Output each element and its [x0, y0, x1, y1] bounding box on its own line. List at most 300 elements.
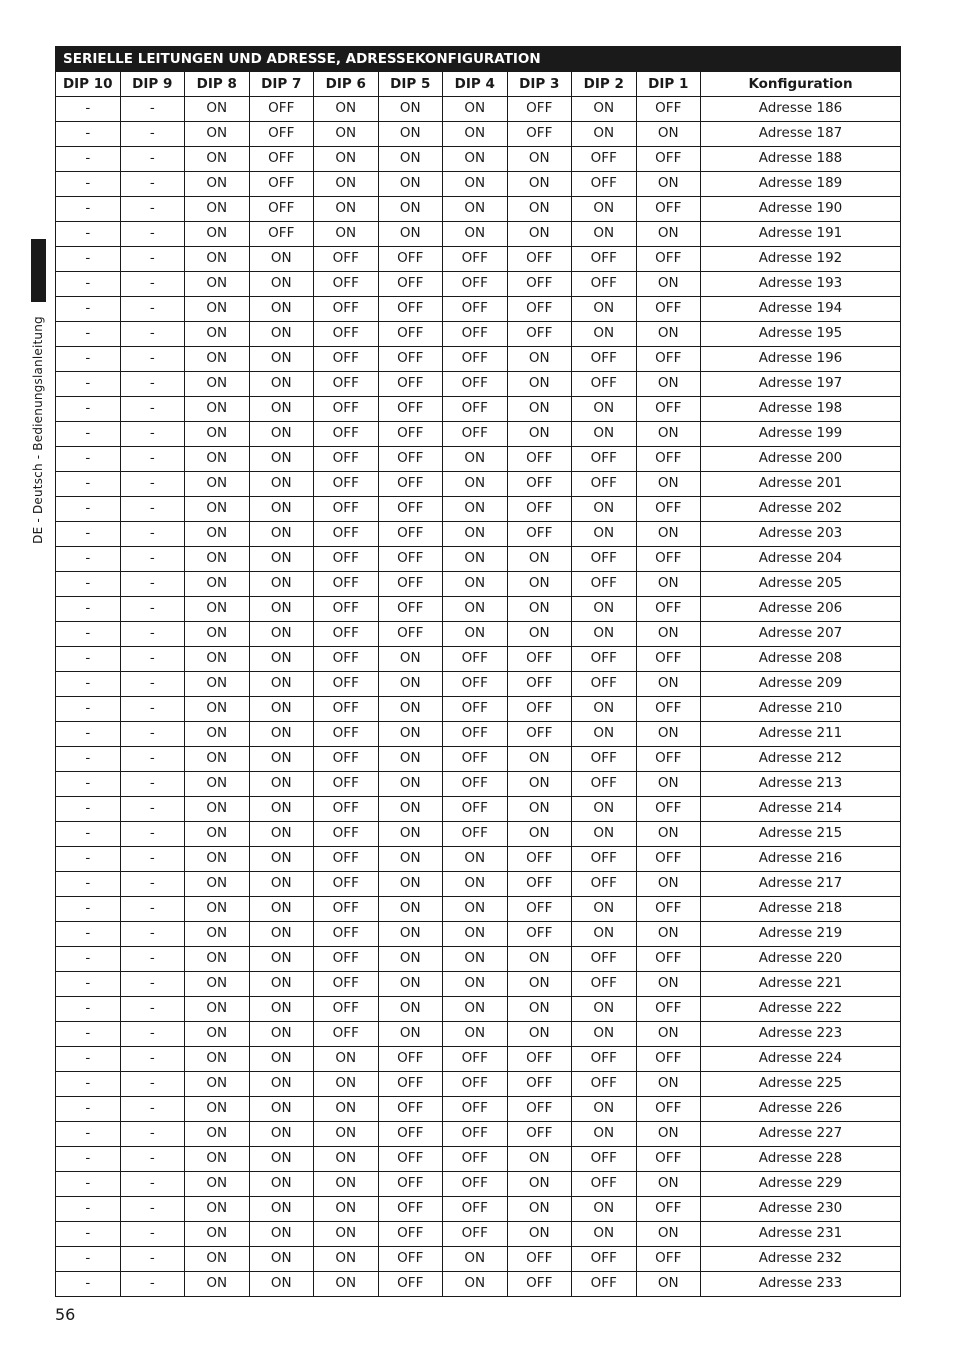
configuration-cell: Adresse 212: [701, 747, 901, 772]
dip-switch-cell: ON: [185, 822, 250, 847]
table-row: [56, 1272, 901, 1297]
dip-switch-cell: ON: [636, 222, 701, 247]
dip-switch-cell: ON: [249, 472, 314, 497]
dip-switch-cell: ON: [636, 1022, 701, 1047]
configuration-cell: Adresse 230: [701, 1197, 901, 1222]
dip-switch-cell: ON: [572, 522, 637, 547]
dip-switch-cell: ON: [249, 647, 314, 672]
dip-switch-cell: -: [120, 172, 185, 197]
dip-switch-cell: ON: [185, 1097, 250, 1122]
dip-switch-cell: -: [120, 597, 185, 622]
dip-switch-cell: ON: [249, 297, 314, 322]
dip-switch-cell: ON: [314, 122, 379, 147]
dip-switch-cell: OFF: [507, 697, 572, 722]
dip-switch-cell: ON: [249, 922, 314, 947]
side-language-label: DE - Deutsch - Bedienungslanleitung: [31, 316, 45, 544]
dip-switch-cell: ON: [314, 1097, 379, 1122]
dip-switch-cell: OFF: [378, 347, 443, 372]
dip-switch-cell: ON: [636, 322, 701, 347]
dip-switch-cell: OFF: [378, 1272, 443, 1297]
dip-switch-cell: ON: [249, 1247, 314, 1272]
dip-switch-cell: -: [56, 672, 121, 697]
dip-switch-cell: ON: [572, 997, 637, 1022]
dip-switch-cell: ON: [443, 222, 508, 247]
dip-switch-cell: OFF: [314, 422, 379, 447]
table-row: [56, 522, 901, 547]
dip-switch-cell: OFF: [507, 1272, 572, 1297]
dip-switch-cell: ON: [572, 1122, 637, 1147]
dip-switch-cell: ON: [443, 147, 508, 172]
dip-switch-cell: -: [56, 522, 121, 547]
dip-switch-cell: -: [56, 647, 121, 672]
dip-switch-cell: OFF: [314, 672, 379, 697]
table-row: [56, 497, 901, 522]
dip-switch-cell: ON: [636, 472, 701, 497]
dip-switch-cell: ON: [249, 1097, 314, 1122]
dip-switch-cell: ON: [572, 422, 637, 447]
dip-switch-cell: ON: [443, 197, 508, 222]
dip-switch-cell: OFF: [378, 572, 443, 597]
dip-switch-cell: -: [56, 247, 121, 272]
dip-switch-cell: OFF: [314, 947, 379, 972]
dip-switch-cell: -: [120, 222, 185, 247]
table-row: [56, 847, 901, 872]
dip-switch-cell: OFF: [507, 447, 572, 472]
dip-switch-cell: ON: [185, 1172, 250, 1197]
dip-switch-cell: OFF: [314, 922, 379, 947]
column-header: DIP 7: [249, 72, 314, 97]
dip-switch-cell: -: [56, 147, 121, 172]
dip-switch-cell: -: [120, 372, 185, 397]
dip-switch-cell: OFF: [636, 347, 701, 372]
configuration-cell: Adresse 228: [701, 1147, 901, 1172]
dip-switch-cell: ON: [185, 897, 250, 922]
dip-switch-cell: OFF: [572, 1072, 637, 1097]
table-row: [56, 597, 901, 622]
column-header: DIP 8: [185, 72, 250, 97]
dip-switch-cell: ON: [378, 647, 443, 672]
dip-switch-cell: OFF: [507, 522, 572, 547]
table-row: [56, 572, 901, 597]
dip-switch-cell: OFF: [572, 372, 637, 397]
dip-switch-cell: OFF: [378, 397, 443, 422]
dip-switch-cell: ON: [507, 172, 572, 197]
configuration-cell: Adresse 210: [701, 697, 901, 722]
dip-switch-cell: ON: [314, 1272, 379, 1297]
dip-switch-cell: -: [120, 1197, 185, 1222]
configuration-cell: Adresse 208: [701, 647, 901, 672]
dip-switch-cell: ON: [572, 1197, 637, 1222]
dip-switch-cell: ON: [636, 422, 701, 447]
configuration-cell: Adresse 186: [701, 97, 901, 122]
dip-switch-cell: ON: [249, 597, 314, 622]
dip-switch-cell: -: [56, 1072, 121, 1097]
dip-switch-cell: OFF: [378, 322, 443, 347]
dip-switch-cell: OFF: [249, 197, 314, 222]
dip-switch-cell: -: [56, 497, 121, 522]
dip-switch-cell: ON: [249, 797, 314, 822]
dip-switch-cell: -: [56, 747, 121, 772]
dip-switch-cell: OFF: [443, 1197, 508, 1222]
dip-switch-cell: ON: [185, 1272, 250, 1297]
dip-switch-cell: -: [56, 572, 121, 597]
dip-switch-cell: OFF: [572, 1147, 637, 1172]
dip-switch-cell: OFF: [636, 397, 701, 422]
dip-switch-cell: ON: [378, 797, 443, 822]
table-row: [56, 822, 901, 847]
dip-switch-cell: ON: [185, 497, 250, 522]
dip-switch-cell: -: [120, 1172, 185, 1197]
dip-switch-cell: ON: [185, 922, 250, 947]
dip-switch-cell: OFF: [636, 147, 701, 172]
dip-switch-cell: ON: [636, 922, 701, 947]
dip-switch-cell: OFF: [443, 722, 508, 747]
dip-switch-cell: OFF: [443, 1047, 508, 1072]
dip-switch-cell: ON: [443, 847, 508, 872]
dip-switch-cell: OFF: [378, 1147, 443, 1172]
configuration-cell: Adresse 197: [701, 372, 901, 397]
dip-switch-cell: ON: [378, 947, 443, 972]
dip-switch-cell: -: [56, 1172, 121, 1197]
dip-switch-cell: ON: [507, 372, 572, 397]
dip-switch-cell: OFF: [314, 772, 379, 797]
table-row: [56, 797, 901, 822]
dip-switch-cell: OFF: [378, 597, 443, 622]
dip-switch-cell: ON: [185, 722, 250, 747]
dip-switch-cell: ON: [572, 1097, 637, 1122]
dip-switch-cell: ON: [636, 372, 701, 397]
dip-switch-cell: OFF: [314, 697, 379, 722]
dip-switch-cell: ON: [572, 1022, 637, 1047]
dip-switch-cell: OFF: [314, 647, 379, 672]
dip-switch-cell: OFF: [507, 97, 572, 122]
column-header: DIP 1: [636, 72, 701, 97]
table-row: [56, 997, 901, 1022]
dip-switch-cell: -: [120, 772, 185, 797]
dip-switch-cell: ON: [249, 1222, 314, 1247]
dip-switch-cell: ON: [249, 397, 314, 422]
dip-switch-cell: ON: [314, 1222, 379, 1247]
configuration-cell: Adresse 207: [701, 622, 901, 647]
dip-switch-cell: ON: [572, 222, 637, 247]
dip-switch-cell: OFF: [378, 522, 443, 547]
configuration-cell: Adresse 187: [701, 122, 901, 147]
dip-switch-cell: ON: [185, 1047, 250, 1072]
dip-switch-cell: OFF: [572, 172, 637, 197]
configuration-cell: Adresse 227: [701, 1122, 901, 1147]
dip-switch-cell: -: [56, 372, 121, 397]
dip-switch-cell: OFF: [314, 247, 379, 272]
dip-switch-cell: ON: [572, 497, 637, 522]
dip-switch-cell: ON: [572, 297, 637, 322]
dip-switch-cell: ON: [185, 522, 250, 547]
table-row: [56, 372, 901, 397]
dip-switch-cell: OFF: [636, 1197, 701, 1222]
dip-switch-cell: -: [120, 547, 185, 572]
dip-switch-cell: -: [56, 697, 121, 722]
dip-switch-cell: OFF: [378, 547, 443, 572]
dip-switch-cell: OFF: [572, 947, 637, 972]
dip-switch-cell: ON: [443, 97, 508, 122]
dip-switch-cell: OFF: [507, 1072, 572, 1097]
dip-switch-cell: ON: [507, 197, 572, 222]
table-title-row: [56, 47, 901, 72]
configuration-cell: Adresse 222: [701, 997, 901, 1022]
dip-switch-cell: OFF: [507, 1097, 572, 1122]
dip-switch-cell: OFF: [636, 197, 701, 222]
table-row: [56, 872, 901, 897]
dip-switch-cell: OFF: [249, 147, 314, 172]
dip-switch-cell: ON: [249, 1047, 314, 1072]
dip-switch-cell: OFF: [507, 472, 572, 497]
dip-switch-cell: -: [56, 1247, 121, 1272]
dip-switch-cell: ON: [507, 422, 572, 447]
dip-switch-cell: ON: [378, 1022, 443, 1047]
dip-switch-cell: ON: [507, 972, 572, 997]
dip-switch-cell: OFF: [572, 772, 637, 797]
configuration-cell: Adresse 191: [701, 222, 901, 247]
table-row: [56, 1222, 901, 1247]
dip-switch-cell: -: [120, 1122, 185, 1147]
dip-switch-cell: ON: [572, 322, 637, 347]
dip-switch-cell: OFF: [636, 847, 701, 872]
dip-switch-cell: ON: [507, 747, 572, 772]
dip-switch-cell: OFF: [314, 722, 379, 747]
configuration-cell: Adresse 200: [701, 447, 901, 472]
dip-switch-cell: -: [120, 847, 185, 872]
table-row: [56, 1097, 901, 1122]
dip-switch-cell: OFF: [507, 1247, 572, 1272]
configuration-cell: Adresse 196: [701, 347, 901, 372]
dip-switch-cell: OFF: [572, 1172, 637, 1197]
dip-switch-cell: OFF: [443, 697, 508, 722]
dip-switch-cell: ON: [572, 697, 637, 722]
configuration-cell: Adresse 204: [701, 547, 901, 572]
dip-switch-cell: -: [56, 1022, 121, 1047]
dip-switch-cell: -: [56, 297, 121, 322]
dip-switch-cell: ON: [636, 572, 701, 597]
dip-switch-cell: OFF: [572, 1247, 637, 1272]
dip-switch-cell: -: [120, 422, 185, 447]
dip-switch-cell: -: [56, 972, 121, 997]
dip-switch-cell: OFF: [443, 672, 508, 697]
dip-switch-cell: OFF: [378, 1122, 443, 1147]
dip-switch-cell: ON: [443, 972, 508, 997]
dip-switch-cell: ON: [443, 172, 508, 197]
dip-switch-cell: OFF: [636, 1047, 701, 1072]
dip-switch-cell: ON: [378, 672, 443, 697]
dip-switch-cell: OFF: [443, 1147, 508, 1172]
configuration-cell: Adresse 192: [701, 247, 901, 272]
dip-switch-cell: ON: [185, 422, 250, 447]
dip-switch-cell: -: [120, 472, 185, 497]
dip-switch-cell: -: [120, 997, 185, 1022]
dip-switch-cell: -: [56, 872, 121, 897]
dip-switch-cell: ON: [314, 1197, 379, 1222]
dip-switch-cell: OFF: [443, 397, 508, 422]
dip-switch-cell: ON: [185, 597, 250, 622]
configuration-cell: Adresse 209: [701, 672, 901, 697]
dip-switch-cell: OFF: [572, 872, 637, 897]
dip-switch-cell: ON: [185, 672, 250, 697]
dip-switch-cell: ON: [249, 897, 314, 922]
dip-switch-cell: OFF: [572, 747, 637, 772]
dip-switch-cell: OFF: [507, 247, 572, 272]
dip-switch-cell: ON: [185, 222, 250, 247]
dip-switch-cell: -: [56, 447, 121, 472]
configuration-cell: Adresse 201: [701, 472, 901, 497]
table-row: [56, 622, 901, 647]
dip-switch-cell: ON: [314, 147, 379, 172]
configuration-cell: Adresse 220: [701, 947, 901, 972]
dip-switch-cell: ON: [443, 572, 508, 597]
configuration-cell: Adresse 219: [701, 922, 901, 947]
dip-switch-cell: -: [56, 1147, 121, 1172]
dip-switch-cell: ON: [249, 272, 314, 297]
dip-switch-cell: OFF: [314, 872, 379, 897]
dip-switch-cell: OFF: [507, 322, 572, 347]
dip-switch-cell: -: [56, 1047, 121, 1072]
dip-switch-cell: ON: [185, 472, 250, 497]
dip-switch-cell: -: [56, 1272, 121, 1297]
dip-switch-cell: -: [56, 1197, 121, 1222]
dip-switch-cell: ON: [443, 497, 508, 522]
table-row: [56, 422, 901, 447]
dip-switch-cell: OFF: [507, 122, 572, 147]
dip-switch-cell: OFF: [636, 547, 701, 572]
dip-switch-cell: ON: [636, 172, 701, 197]
dip-switch-cell: OFF: [314, 822, 379, 847]
table-row: [56, 1172, 901, 1197]
dip-switch-cell: ON: [507, 622, 572, 647]
dip-switch-cell: -: [120, 1222, 185, 1247]
dip-switch-cell: -: [56, 597, 121, 622]
dip-switch-cell: -: [56, 847, 121, 872]
dip-switch-cell: OFF: [314, 1022, 379, 1047]
table-row: [56, 897, 901, 922]
dip-switch-cell: ON: [314, 1147, 379, 1172]
dip-switch-cell: OFF: [314, 397, 379, 422]
dip-switch-cell: OFF: [507, 647, 572, 672]
dip-switch-cell: OFF: [314, 497, 379, 522]
dip-switch-cell: OFF: [507, 1122, 572, 1147]
dip-switch-cell: ON: [185, 1072, 250, 1097]
table-row: [56, 122, 901, 147]
column-header: DIP 3: [507, 72, 572, 97]
dip-switch-cell: -: [120, 1047, 185, 1072]
dip-switch-cell: ON: [636, 122, 701, 147]
dip-switch-cell: ON: [443, 522, 508, 547]
dip-switch-cell: ON: [249, 1122, 314, 1147]
dip-switch-cell: ON: [185, 172, 250, 197]
dip-switch-cell: OFF: [507, 897, 572, 922]
table-row: [56, 1147, 901, 1172]
dip-switch-cell: OFF: [443, 422, 508, 447]
table-row: [56, 472, 901, 497]
dip-switch-cell: -: [120, 447, 185, 472]
dip-switch-cell: ON: [185, 372, 250, 397]
dip-switch-cell: OFF: [378, 497, 443, 522]
dip-switch-cell: ON: [185, 772, 250, 797]
dip-switch-cell: ON: [249, 372, 314, 397]
dip-switch-cell: OFF: [314, 572, 379, 597]
dip-switch-cell: OFF: [378, 422, 443, 447]
table-row: [56, 647, 901, 672]
dip-switch-cell: ON: [378, 772, 443, 797]
dip-switch-cell: ON: [572, 597, 637, 622]
configuration-cell: Adresse 213: [701, 772, 901, 797]
table-row: [56, 297, 901, 322]
dip-switch-cell: -: [120, 297, 185, 322]
dip-switch-cell: -: [56, 897, 121, 922]
dip-switch-cell: OFF: [314, 322, 379, 347]
configuration-cell: Adresse 194: [701, 297, 901, 322]
dip-switch-cell: ON: [314, 222, 379, 247]
dip-switch-cell: OFF: [572, 147, 637, 172]
dip-switch-cell: ON: [507, 347, 572, 372]
dip-switch-cell: ON: [636, 872, 701, 897]
dip-switch-cell: OFF: [314, 597, 379, 622]
dip-switch-cell: ON: [572, 822, 637, 847]
table-header-row: [56, 72, 901, 97]
dip-switch-cell: OFF: [314, 472, 379, 497]
table-row: [56, 247, 901, 272]
dip-switch-cell: -: [120, 347, 185, 372]
dip-switch-cell: ON: [249, 772, 314, 797]
dip-switch-cell: ON: [378, 847, 443, 872]
dip-switch-cell: ON: [185, 1147, 250, 1172]
dip-switch-cell: ON: [507, 947, 572, 972]
dip-switch-cell: -: [120, 672, 185, 697]
dip-switch-cell: ON: [636, 1072, 701, 1097]
dip-switch-cell: -: [56, 322, 121, 347]
dip-switch-cell: OFF: [378, 247, 443, 272]
dip-switch-cell: -: [56, 172, 121, 197]
column-header: DIP 5: [378, 72, 443, 97]
dip-switch-cell: -: [120, 322, 185, 347]
configuration-cell: Adresse 205: [701, 572, 901, 597]
dip-switch-cell: ON: [185, 622, 250, 647]
dip-switch-cell: -: [120, 697, 185, 722]
dip-switch-cell: ON: [185, 872, 250, 897]
column-header: DIP 4: [443, 72, 508, 97]
configuration-cell: Adresse 195: [701, 322, 901, 347]
dip-switch-cell: OFF: [507, 847, 572, 872]
table-title: SERIELLE LEITUNGEN UND ADRESSE, ADRESSEKONFIGURATION: [56, 47, 901, 72]
table-row: [56, 97, 901, 122]
dip-switch-cell: -: [120, 522, 185, 547]
dip-switch-cell: ON: [378, 747, 443, 772]
dip-switch-cell: ON: [249, 747, 314, 772]
dip-switch-cell: OFF: [314, 797, 379, 822]
column-header: DIP 2: [572, 72, 637, 97]
dip-switch-cell: ON: [443, 122, 508, 147]
dip-switch-cell: OFF: [507, 272, 572, 297]
dip-switch-cell: ON: [443, 597, 508, 622]
dip-switch-cell: ON: [378, 222, 443, 247]
dip-switch-cell: OFF: [572, 547, 637, 572]
dip-switch-cell: ON: [249, 722, 314, 747]
dip-switch-cell: OFF: [378, 1072, 443, 1097]
dip-switch-cell: OFF: [636, 447, 701, 472]
dip-switch-cell: ON: [249, 522, 314, 547]
dip-switch-cell: ON: [185, 1022, 250, 1047]
dip-switch-cell: ON: [185, 122, 250, 147]
dip-switch-cell: ON: [443, 872, 508, 897]
dip-switch-cell: -: [120, 247, 185, 272]
dip-switch-cell: -: [120, 822, 185, 847]
dip-switch-cell: ON: [378, 972, 443, 997]
